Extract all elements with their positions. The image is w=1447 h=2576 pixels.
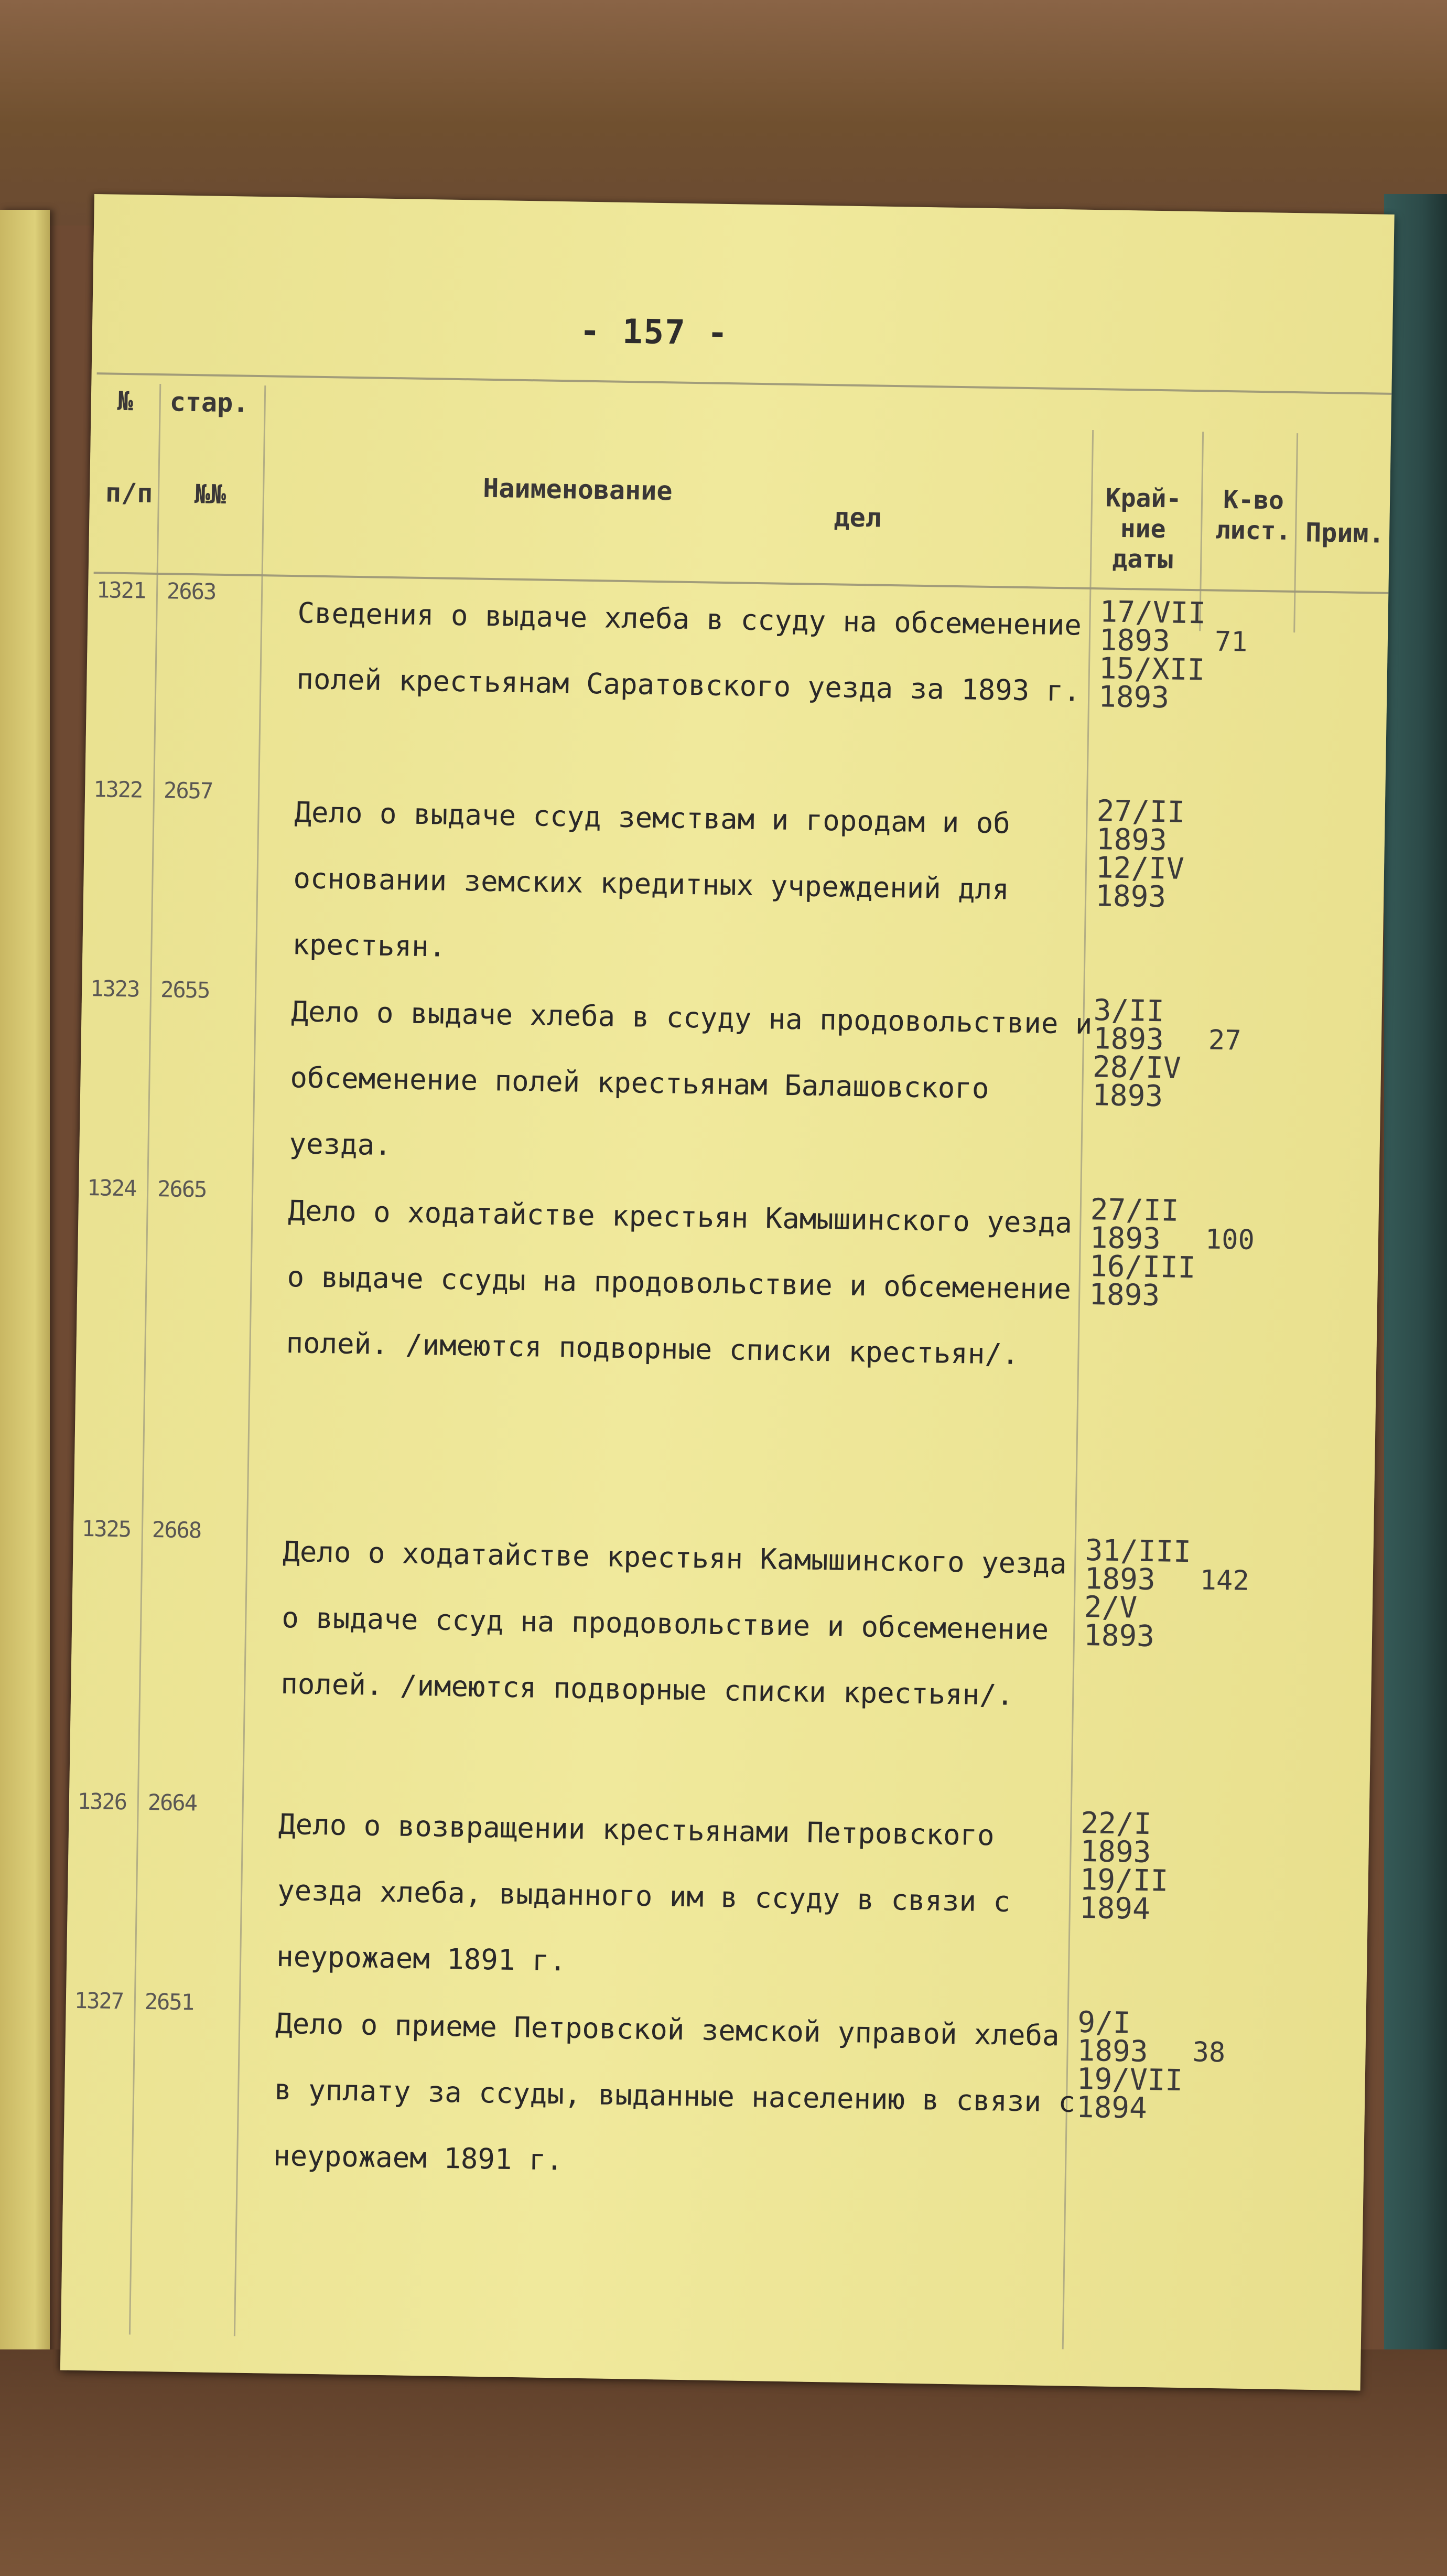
entry-number: 1321 (96, 577, 146, 604)
header-number-top: № (117, 385, 134, 417)
entry-sheets: 142 (1200, 1564, 1250, 1597)
entry-old-number: 2663 (166, 578, 216, 605)
list-item (69, 1788, 1369, 1978)
entry-old-number: 2655 (160, 976, 210, 1003)
column-rule-2 (234, 385, 266, 2336)
entry-sheets: 38 (1192, 2036, 1226, 2069)
entry-dates: 31/III 1893 2/V 1893 (1083, 1533, 1192, 1654)
entry-title: Дело о приеме Петровской земской управой хлеба в уплату за ссуды, выданные населению в связи с неурожаем 1891 г. (273, 2006, 1076, 2177)
desk-background-top (0, 0, 1447, 226)
book-binding-edge (1384, 194, 1447, 2418)
header-top-rule (97, 372, 1392, 395)
header-number-bottom: п/п (105, 477, 153, 509)
entry-old-number: 2665 (157, 1176, 207, 1203)
entry-number: 1322 (93, 776, 143, 803)
entry-dates: 3/II 1893 28/IV 1893 (1092, 993, 1182, 1114)
entry-number: 1327 (74, 1987, 124, 2014)
header-old-bottom: №№ (194, 479, 226, 510)
entry-title: Сведения о выдаче хлеба в ссуду на обсеменение полей крестьянам Саратовского уезда за 1893 г. (296, 596, 1082, 708)
previous-page-edge (0, 210, 50, 2370)
entry-sheets: 27 (1208, 1024, 1242, 1057)
entry-title: Дело о ходатайстве крестьян Камышинского уезда о выдаче ссуды на продовольствие и обсеменение полей. /имеются подворные списки крестьян/. (286, 1194, 1073, 1371)
entry-number: 1324 (87, 1175, 136, 1201)
entry-title: Дело о возвращении крестьянами Петровского уезда хлеба, выданного им в ссуду в связи с неурожаем 1891 г. (276, 1807, 1011, 1978)
entry-old-number: 2664 (147, 1789, 197, 1816)
inventory-page (60, 194, 1395, 2390)
header-old-top: стар. (169, 387, 249, 418)
entry-dates: 17/VII 1893 15/XII 1893 (1098, 595, 1206, 715)
entry-title: Дело о выдаче хлеба в ссуду на продовольствие и обсеменение полей крестьянам Балашовского уезда. (289, 995, 1093, 1162)
header-title-name: Наименование (482, 473, 673, 507)
entry-title: Дело о ходатайстве крестьян Камышинского уезда о выдаче ссуд на продовольствие и обсеменение полей. /имеются подворные списки крестьян/. (280, 1534, 1067, 1712)
header-sheets: К-во лист. (1215, 485, 1291, 546)
page-number: - 157 - (579, 312, 729, 353)
entry-number: 1323 (90, 975, 139, 1002)
entry-old-number: 2657 (163, 777, 213, 804)
entry-dates: 27/II 1893 12/IV 1893 (1095, 794, 1185, 915)
header-dates: Край- ние даты (1105, 483, 1182, 575)
list-item (89, 577, 1389, 715)
list-item (73, 1515, 1374, 1712)
header-title-cases: дел (834, 502, 882, 533)
entry-number: 1326 (77, 1788, 127, 1815)
header-notes: Прим. (1305, 517, 1385, 549)
entry-old-number: 2651 (144, 1988, 194, 2015)
list-item (85, 776, 1386, 963)
entry-sheets: 100 (1205, 1223, 1255, 1257)
entry-dates: 27/II 1893 16/III 1893 (1088, 1193, 1196, 1313)
entry-title: Дело о выдаче ссуд земствам и городам и об основании земских кредитных учреждений для крестьян. (292, 796, 1011, 963)
entry-dates: 9/I 1893 19/VII 1894 (1076, 2005, 1183, 2126)
column-rule-1 (129, 384, 161, 2335)
entry-sheets: 71 (1214, 626, 1248, 658)
entry-dates: 22/I 1893 19/II 1894 (1079, 1806, 1169, 1927)
entry-old-number: 2668 (152, 1517, 201, 1543)
entry-number: 1325 (81, 1515, 131, 1542)
